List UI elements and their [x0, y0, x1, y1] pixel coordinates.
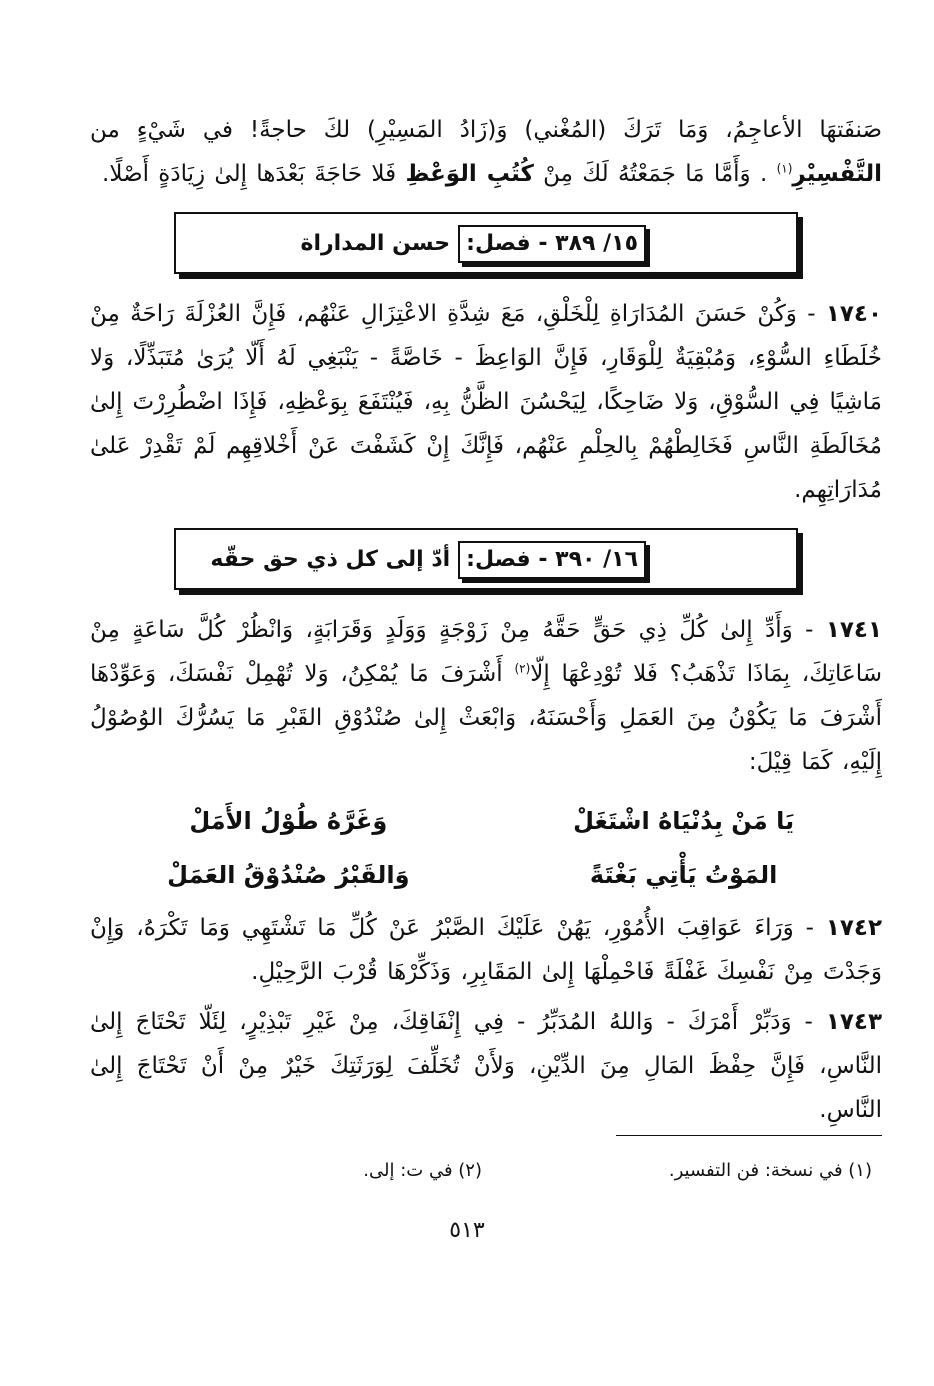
footnote-ref-2[interactable]: (٢): [514, 661, 531, 676]
poem-verse: [120, 848, 852, 902]
paragraph-1741: [90, 608, 882, 784]
footnotes: [92, 1160, 872, 1181]
section-title: أدّ إلى كل ذي حق حقّه: [210, 547, 451, 572]
page-body: [90, 108, 882, 1132]
intro-bold-word: التَّفْسِيْرِ: [792, 161, 882, 187]
section-label: ١٦/ ٣٩٠ - فصل:: [458, 541, 646, 579]
paragraph-text: - وَأَدِّ إِلىٰ كُلِّ ذِي حَقٍّ حَقَّهُ مِنْ زَوْجَةٍ وَوَلَدٍ وَقَرَابَةٍ، وَانْظُرْ كُلَّ سَاعَةٍ مِنْ سَاعَاتِكَ، بِمَاذَا تَذْهَبُ؟ فَلا تُوْدِعْهَا إِلّا: [90, 617, 882, 687]
intro-text: صَنفَتهَا الأعاجِمُ، وَمَا تَرَكَ (المُغْني) وَ(زَادُ المَسِيْرِ) لكَ حاجةً! في شَيْءٍ من: [90, 117, 882, 143]
paragraph-number: ١٧٤٢: [825, 915, 883, 941]
hemistich-first: المَوْتُ يَأْتِي بَغْتَةً: [589, 861, 778, 889]
footnote-ref-1[interactable]: (١): [776, 161, 793, 176]
footnote-2: (٢) في ت: إلى.: [363, 1160, 482, 1181]
paragraph-1743: [90, 1000, 882, 1132]
page-number: ٥١٣: [449, 1218, 485, 1243]
poem-verse: [120, 794, 852, 848]
section-heading: [300, 225, 646, 263]
footnote-divider: [616, 1135, 882, 1136]
paragraph-text: - وَدَبِّرْ أَمْرَكَ - وَاللهُ المُدَبِّرُ - فِي إِنْفَاقِكَ، مِنْ غَيْرِ تَبْذِيْرٍ، لِئَلّا تَحْتَاجَ إِلىٰ النَّاسِ، فَإِنَّ حِفْظَ المَالِ مِنَ الدِّيْنِ، وَلأَنْ تُخَلِّفَ لِوَرَثَتِكَ خَيْرٌ مِنْ أَنْ تَحْتَاجَ إِلىٰ النَّاسِ.: [90, 1009, 882, 1123]
hemistich-second: وَغَرَّهُ طُوْلُ الأَمَلْ: [189, 807, 388, 835]
section-heading-box: [174, 212, 798, 274]
hemistich-second: وَالقَبْرُ صُنْدُوْقُ العَمَلْ: [167, 861, 410, 889]
intro-text-end: فَلا حَاجَةَ بَعْدَها إِلىٰ زِيَادَةٍ أَصْلًا.: [102, 161, 397, 187]
footnote-1: (١) في نسخة: فن التفسير.: [668, 1160, 872, 1181]
intro-paragraph: [90, 108, 882, 196]
section-heading-box: [174, 528, 798, 590]
paragraph-number: ١٧٤٠: [825, 301, 882, 327]
hemistich-first: يَا مَنْ بِدُنْيَاهُ اشْتَغَلْ: [573, 807, 795, 835]
paragraph-1742: [90, 906, 882, 994]
section-title: حسن المداراة: [300, 231, 451, 256]
intro-bold-phrase: كُتُبِ الوَعْظِ: [405, 161, 534, 187]
section-heading: [210, 541, 646, 579]
paragraph-number: ١٧٤٣: [825, 1009, 882, 1035]
paragraph-text: - وَرَاءَ عَوَاقِبَ الأُمُوْرِ، يَهُنْ عَلَيْكَ الصَّبْرُ عَنْ كُلِّ مَا تَشْتَهِي وَمَا تَكْرَهُ، وَإِنْ وَجَدْتَ مِنْ نَفْسِكَ غَفْلَةً فَاحْمِلْهَا إِلىٰ المَقَابِرِ، وَذَكِّرْهَا قُرْبَ الرَّحِيْلِ.: [90, 915, 882, 985]
section-label: ١٥/ ٣٨٩ - فصل:: [458, 225, 646, 263]
paragraph-text-rest: أَشْرَفَ مَا يُمْكِنُ، وَلا تُهْمِلْ نَفْسَكَ، وَعَوِّدْهَا أَشْرَفَ مَا يَكُوْنُ مِنَ العَمَلِ وَأَحْسَنَهُ، وَابْعَثْ إِلىٰ صُنْدُوْقِ القَبْرِ مَا يَسُرُّكَ الوُصُوْلُ إِلَيْهِ، كَمَا قِيْلَ:: [90, 661, 882, 775]
paragraph-text: - وَكُنْ حَسَنَ المُدَارَاةِ لِلْخَلْقِ، مَعَ شِدَّةِ الاعْتِزَالِ عَنْهُم، فَإِنَّ العُزْلَةَ رَاحَةٌ مِنْ خُلَطَاءِ السُّوْءِ، وَمُبْقِيَةٌ لِلْوَقَارِ، فَإِنَّ الوَاعِظَ - خَاصَّةً - يَنْبَغِي لَهُ أَلّا يُرَىٰ مُتَبَذِّلًا، وَلا مَاشِيًا فِي السُّوْقِ، وَلا ضَاحِكًا، لِيَحْسُنَ الظَّنُّ بِهِ، فَيُنْتَفَعَ بِوَعْظِهِ، فَإِذَا اضْطُرِرْتَ إِلىٰ مُخَالَطَةِ النَّاسِ فَخَالِطْهُمْ بِالحِلْمِ عَنْهُم، فَإِنَّكَ إِنْ كَشَفْتَ عَنْ أَخْلاقِهِم لَمْ تَقْدِرْ عَلىٰ مُدَارَاتِهِم.: [90, 301, 882, 503]
paragraph-number: ١٧٤١: [825, 617, 882, 643]
paragraph-1740: [90, 292, 882, 512]
intro-text-rest: . وَأَمَّا مَا جَمَعْتُهُ لَكَ مِنْ: [543, 161, 768, 187]
poem: [120, 794, 852, 902]
